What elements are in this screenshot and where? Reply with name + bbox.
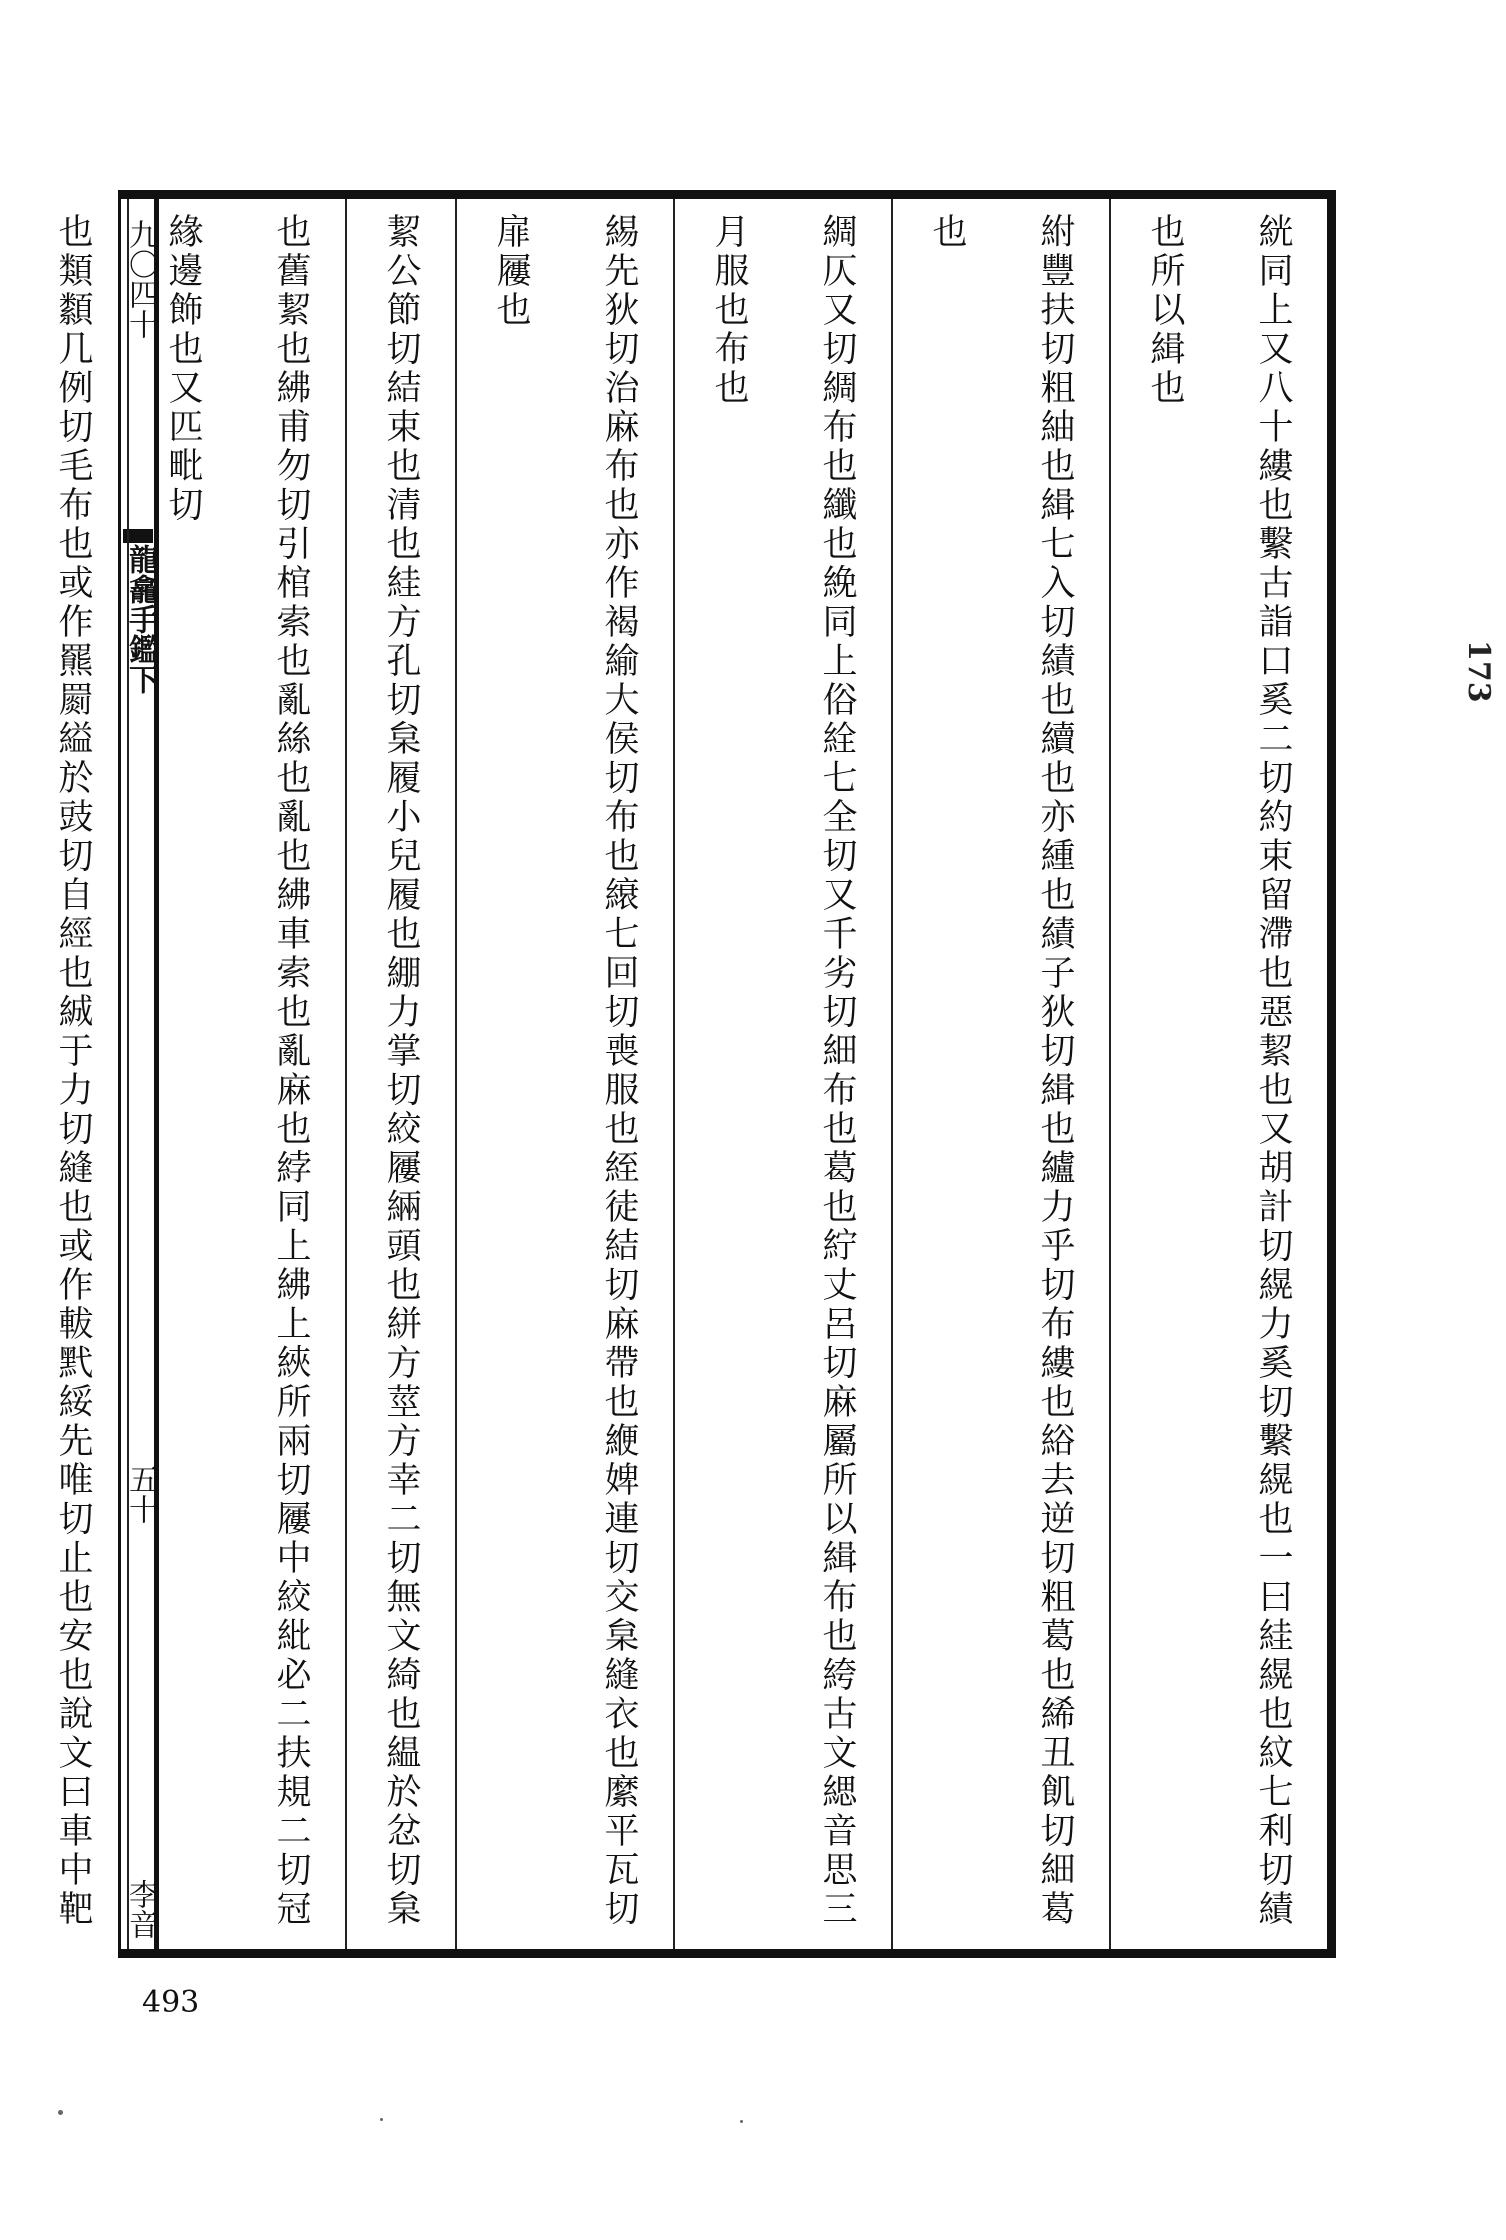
leaf-number: 九〇四十 [123, 219, 158, 339]
page-frame [53, 190, 1336, 1958]
text-column: 紨豐扶切粗紬也緝七入切績也續也亦緟也績子狄切緝也纑力乎切布縷也綌去逆切粗葛也絺丑飢切細葛也 [891, 199, 1109, 1949]
text-column: 絜公節切結束也清也絓方孔切枲履小兒履也綳力掌切絞屨緉頭也絣方莖方幸二切無文綺也緼於忿切枲 [345, 199, 455, 1949]
text-column: 緆先狄切治麻布也亦作褐緰大侯切布也縗七回切喪服也絰徒結切麻帶也緶婢連切交枲縫衣也縻平瓦切扉屨也 [455, 199, 673, 1949]
text-column: 也類纇几例切毛布也或作羆罽縊於豉切自經也絾于力切縫也或作軷黓綏先唯切止也安也說文曰車中靶 [0, 199, 127, 1949]
page-number: 493 [142, 1985, 200, 2020]
text-column: 絖同上又八十縷也繫古詣口奚二切約束留滯也惡絜也又胡計切縨力奚切繫縨也一曰絓縨也紋七利切績也所以緝也 [1109, 199, 1327, 1949]
scan-speck [740, 2120, 743, 2123]
text-column: 綢仄又切綢布也纖也絻同上俗絟七全切又千劣切細布也葛也紵丈呂切麻屬所以緝布也絝古文緦音思三月服也布也 [673, 199, 891, 1949]
volume-section: 下 [123, 664, 158, 694]
publisher-mark: 李音 [123, 1879, 158, 1939]
book-title: 龍龕手鑑 [123, 544, 158, 664]
margin-stamp: 173 [1461, 640, 1496, 703]
text-column: 也舊絜也紼甫勿切引棺索也亂絲也亂也紼車索也亂麻也綍同上紼上綊所兩切屨中絞紕必二扶規二切冠緣邊飾也又匹毗切 [127, 199, 345, 1949]
fold-number: 五十 [123, 1464, 158, 1524]
scan-speck [58, 2110, 63, 2115]
scan-speck [380, 2118, 383, 2121]
